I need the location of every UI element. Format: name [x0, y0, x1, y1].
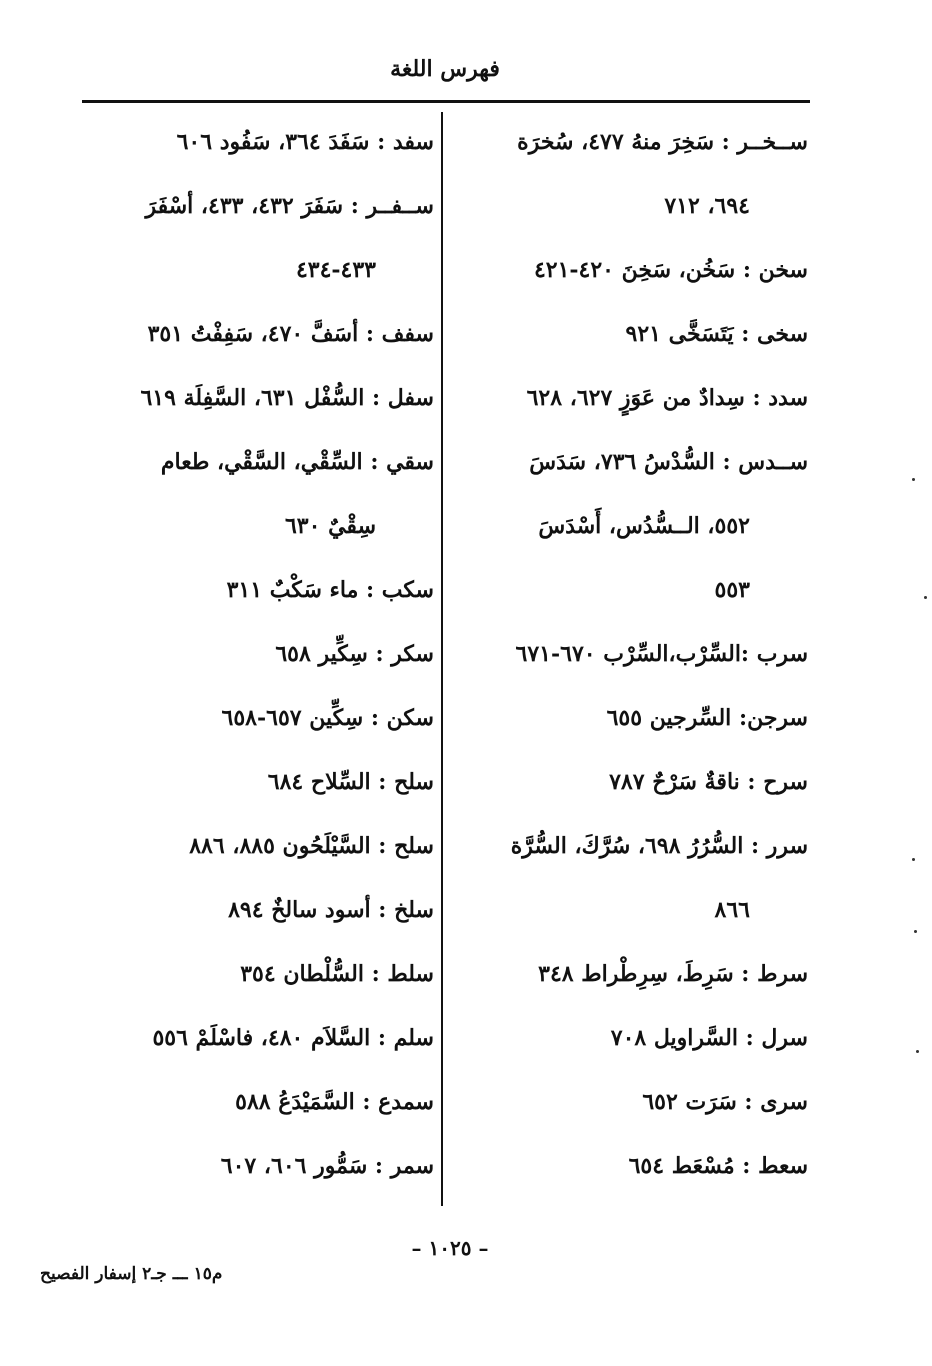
index-entry-line: ســخــر : سَخِرَ منهُ ٤٧٧، سُخرَة [517, 129, 808, 155]
page-header: فهرس اللغة [390, 56, 500, 82]
index-entry-line: سلح : السِّلاح ٦٨٤ [267, 769, 434, 795]
index-entry [458, 430, 808, 622]
index-entry-line: سرب :السِّرْب،السِّرْب ٦٧٠-٦٧١ [515, 641, 808, 667]
index-entry-line: سخن : سَخُن، سَخِنَ ٤٢٠-٤٢١ [533, 257, 808, 283]
scan-speck [912, 858, 915, 861]
index-entry [458, 366, 808, 430]
index-entry [458, 110, 808, 238]
index-entry [458, 622, 808, 686]
index-entry-line: سرح : ناقةٌ سَرْحٌ ٧٨٧ [609, 769, 808, 795]
index-entry-line: سقي : السِّقْي، السَّقْي، طعام [160, 449, 434, 475]
index-entry-line: ســفــر : سَفَرَ ٤٣٢، ٤٣٣، أسْفَرَ [145, 193, 434, 219]
index-entry-continuation: سِقْيٌ ٦٣٠ [284, 513, 376, 539]
scan-speck [924, 596, 927, 599]
index-entry-continuation: ٥٥٣ [714, 577, 750, 603]
index-entry [92, 878, 434, 942]
index-entry-line: سرر : السُّرُرُ ٦٩٨، سُرَّكَ، السُّرَّة [510, 833, 808, 859]
index-entry [458, 1134, 808, 1198]
index-entry [92, 302, 434, 366]
index-entry-continuation: ٦٩٤، ٧١٢ [664, 193, 750, 219]
index-column-right [458, 110, 808, 1198]
index-entry [458, 750, 808, 814]
index-entry [92, 750, 434, 814]
index-entry-line: سفف : أسَفَّ ٤٧٠، سَفِفْتُ ٣٥١ [147, 321, 434, 347]
index-entry-line: سكن : سِكِّين ٦٥٧-٦٥٨ [221, 705, 434, 731]
scan-speck [912, 478, 915, 481]
index-entry [92, 558, 434, 622]
index-entry [458, 942, 808, 1006]
index-entry-line: سرجن: السِّرجين ٦٥٥ [606, 705, 808, 731]
index-entry [92, 174, 434, 302]
index-entry-continuation: ٤٣٣-٤٣٤ [295, 257, 376, 283]
index-entry-line: سمر : سَمُّور ٦٠٦، ٦٠٧ [220, 1153, 434, 1179]
index-entry-line: سلح : السَّيْلَحُون ٨٨٥، ٨٨٦ [189, 833, 434, 859]
index-entry-line: سمدع : السَّمَيْدَعُ ٥٨٨ [235, 1089, 434, 1115]
index-entry-line: سدد : سِدادٌ من عَوَزٍ ٦٢٧، ٦٢٨ [526, 385, 808, 411]
index-entry [458, 238, 808, 302]
index-entry [92, 942, 434, 1006]
index-entry-line: سرى : سَرَت ٦٥٢ [642, 1089, 808, 1115]
index-entry-line: سلخ : أسود سالخٌ ٨٩٤ [228, 897, 434, 923]
index-entry [458, 302, 808, 366]
index-entry-continuation: ٨٦٦ [714, 897, 750, 923]
index-entry [92, 1070, 434, 1134]
index-column-left [92, 110, 434, 1198]
index-entry [458, 814, 808, 942]
index-entry-line: سعط : مُسْعَط ٦٥٤ [628, 1153, 808, 1179]
index-entry-line: سفد : سَفَدَ ٣٦٤، سَفُود ٦٠٦ [176, 129, 434, 155]
index-entry [92, 430, 434, 558]
index-entry [458, 686, 808, 750]
page-number: – ١٠٢٥ – [411, 1236, 489, 1260]
index-entry [92, 366, 434, 430]
index-entry-line: سفل : السُّفْل ٦٣١، السَّفِلَة ٦١٩ [140, 385, 434, 411]
index-entry [92, 1006, 434, 1070]
scan-speck [914, 930, 917, 933]
index-entry [92, 1134, 434, 1198]
index-entry [92, 110, 434, 174]
index-entry [92, 686, 434, 750]
printer-signature: م١٥ ـــ جـ٢ إسفار الفصيح [40, 1264, 223, 1284]
index-entry-line: سخى : يَتَسَخَّى ٩٢١ [625, 321, 808, 347]
header-rule [82, 100, 810, 103]
index-entry [458, 1006, 808, 1070]
index-entry [92, 814, 434, 878]
index-entry-line: سلم : السَّلاَم ٤٨٠، فاسْلَمْ ٥٥٦ [152, 1025, 434, 1051]
index-entry-line: سكب : ماء سَكْبٌ ٣١١ [226, 577, 434, 603]
index-entry-line: ســدس : السُّدْسُ ٧٣٦، سَدَسَ [529, 449, 808, 475]
index-entry-line: سلط : السُّلْطان ٣٥٤ [240, 961, 434, 987]
scan-speck [916, 1050, 919, 1053]
index-entry [458, 1070, 808, 1134]
index-entry-line: سكر : سِكِّير ٦٥٨ [275, 641, 434, 667]
index-entry [92, 622, 434, 686]
index-entry-continuation: ٥٥٢، الــسُّدُس، أَسْدَسَ [538, 513, 750, 539]
index-entry-line: سرط : سَرِطَ، سِرِطْراط ٣٤٨ [538, 961, 808, 987]
index-entry-line: سرل : السَّراويل ٧٠٨ [610, 1025, 808, 1051]
column-divider [441, 112, 443, 1206]
